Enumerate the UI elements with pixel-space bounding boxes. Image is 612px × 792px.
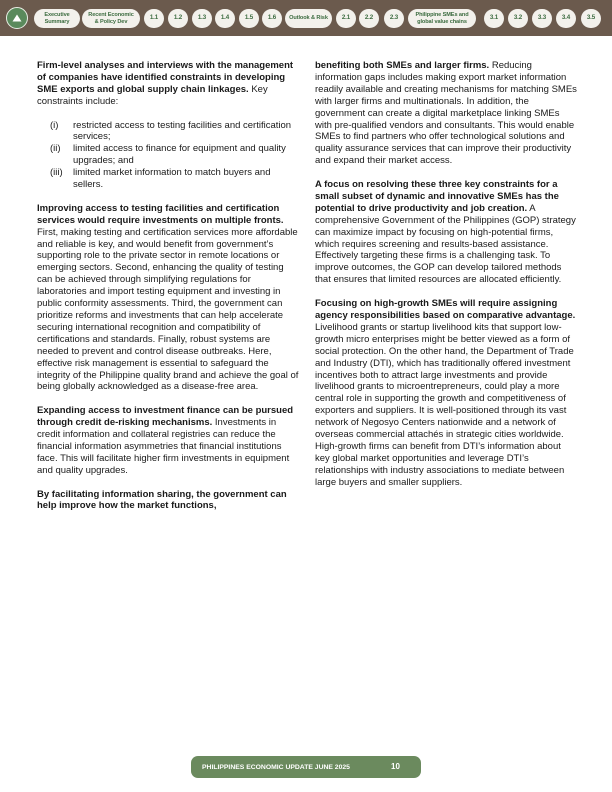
paragraph-lead: Improving access to testing facilities and certification services would require investments on multiple fronts.	[37, 202, 284, 226]
list-marker: (i)	[50, 119, 59, 131]
nav-1-5[interactable]: 1.5	[239, 9, 259, 28]
nav-3-5[interactable]: 3.5	[581, 9, 601, 28]
paragraph-body: First, making testing and certification services more affordable and reliable is key, and would benefit from government’s supporting role to the private sector in remote locations or emerging sectors. Second, enhancing the quality of testing can be achieved through simplifying regulations for laboratories and import testing equipment and investing in public conformity assessments. Third, the government can prioritize reforms and investments that can help accelerate securing international recognition and compatibility of certifications and standards. Finally, robust systems are needed to prevent and control disease outbreaks. Here, effective risk management is essential to safeguard the integrity of the Philippine quality brand and achieve the goal of being globally acknowledged as a disease-free area.	[37, 226, 299, 393]
paragraph-body: Investments in credit information and collateral registries can reduce the financial information asymmetries that financial institutions face. This will facilitate higher firm investments in equipment and quality upgrades.	[37, 417, 290, 476]
nav-executive-summary[interactable]: Executive Summary	[34, 9, 80, 28]
paragraph-high-growth-smes	[315, 298, 577, 489]
nav-philippine-smes-gvc[interactable]: Philippine SMEs and global value chains	[408, 9, 476, 28]
list-item	[37, 120, 299, 144]
nav-outlook-risk[interactable]: Outlook & Risk	[285, 9, 332, 28]
page-footer	[191, 756, 421, 778]
list-item-text: limited market information to match buyers and sellers.	[73, 167, 271, 191]
nav-1-2[interactable]: 1.2	[168, 9, 188, 28]
nav-2-1[interactable]: 2.1	[336, 9, 356, 28]
list-marker: (iii)	[50, 167, 63, 179]
list-item-text: limited access to finance for equipment and quality upgrades; and	[73, 143, 286, 167]
paragraph-information-sharing	[37, 489, 299, 513]
paragraph-lead: Expanding access to investment finance can be pursued through credit de-risking mechanisms.	[37, 405, 294, 429]
nav-2-2[interactable]: 2.2	[359, 9, 379, 28]
nav-1-1[interactable]: 1.1	[144, 9, 164, 28]
page-number: 10	[391, 762, 400, 771]
top-navigation-bar	[0, 0, 612, 36]
list-marker: (ii)	[50, 143, 61, 155]
paragraph-information-sharing-cont	[315, 60, 577, 167]
paragraph-body: Key constraints include:	[37, 83, 268, 107]
back-to-top-button[interactable]	[6, 7, 28, 29]
nav-3-4[interactable]: 3.4	[556, 9, 576, 28]
paragraph-testing-facilities	[37, 203, 299, 394]
paragraph-body: Livelihood grants or startup livelihood kits that support low-growth micro enterprises might be better viewed as a form of social protection. On the other hand, the Department of Trade and Industry (DTI), which has traditionally offered investment incentives both to attract large investments and provide livelihood grants to microentrepreneurs, could play a more central role in supporting the growth and competitiveness of exporters and suppliers. It is well-positioned through its vast network of Negosyo Centers nationwide and a network of overseas commercial attachés in strategic cities worldwide. High-growth firms can benefit from DTI’s information about key global market opportunities and leverage DTI’s relationships with industry associations to mediate between large buyers and smaller suppliers.	[315, 321, 574, 488]
nav-2-3[interactable]: 2.3	[384, 9, 404, 28]
paragraph-key-constraints-focus	[315, 179, 577, 286]
triangle-up-icon	[11, 12, 23, 24]
paragraph-body: A comprehensive Government of the Philippines (GOP) strategy can maximize impact by focusing on high-potential firms, which requires screening and results-based assistance. Effectively targeting these firms is a challenging task. To improve outcomes, the GOP can develop tailored methods that ensures that limited resources are allocated efficiently.	[315, 202, 576, 286]
paragraph-lead: By facilitating information sharing, the government can help improve how the market functions,	[37, 488, 287, 512]
nav-3-1[interactable]: 3.1	[484, 9, 504, 28]
paragraph-lead: Focusing on high-growth SMEs will require assigning agency responsibilities based on comparative advantage.	[315, 298, 576, 321]
paragraph-lead: benefiting both SMEs and larger firms.	[315, 60, 490, 71]
constraints-list	[37, 120, 299, 191]
nav-1-4[interactable]: 1.4	[215, 9, 235, 28]
left-column	[37, 60, 299, 524]
paragraph-constraints	[37, 60, 299, 108]
paragraph-lead: A focus on resolving these three key constraints for a small subset of dynamic and innovative SMEs has the potential to drive productivity and job creation.	[315, 179, 559, 214]
nav-3-3[interactable]: 3.3	[532, 9, 552, 28]
paragraph-investment-finance	[37, 405, 299, 476]
nav-1-3[interactable]: 1.3	[192, 9, 212, 28]
footer-title: PHILIPPINES ECONOMIC UPDATE JUNE 2025	[202, 763, 350, 771]
nav-3-2[interactable]: 3.2	[508, 9, 528, 28]
paragraph-lead: Firm-level analyses and interviews with the management of companies have identified constraints in developing SME exports and global supply chain linkages.	[37, 60, 294, 95]
right-column	[315, 60, 577, 500]
list-item	[37, 143, 299, 167]
list-item	[37, 167, 299, 191]
paragraph-body: Reducing information gaps includes making export market information readily available and creating mechanisms for matching SMEs with larger firms and multinationals. In addition, the government can create a digital marketplace linking SMEs with pre-qualified vendors and consultants. This would enable SMEs to find partners who offer technological solutions and quality assurance services that can improve their productivity and expand their market access.	[315, 60, 577, 167]
list-item-text: restricted access to testing facilities and certification services;	[73, 119, 292, 143]
nav-recent-economic-policy-dev[interactable]: Recent Economic & Policy Dev	[82, 9, 140, 28]
nav-1-6[interactable]: 1.6	[262, 9, 282, 28]
